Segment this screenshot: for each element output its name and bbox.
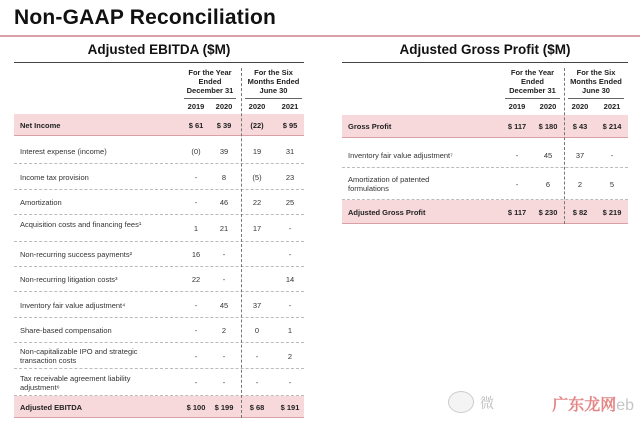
watermark-prefix: 微 xyxy=(480,395,494,411)
watermark-suffix: eb xyxy=(616,397,634,414)
table-row xyxy=(342,115,628,138)
row-value: 22 xyxy=(191,275,201,284)
row-value: 39 xyxy=(219,147,229,156)
row-value: 19 xyxy=(252,147,262,156)
gross-title: Adjusted Gross Profit ($M) xyxy=(399,42,571,57)
row-label: Net Income xyxy=(20,120,61,130)
row-value: 6 xyxy=(545,179,551,189)
row-value: - xyxy=(194,172,198,182)
row-value: $ 117 xyxy=(507,122,527,131)
row-value: 45 xyxy=(219,300,229,310)
table-row xyxy=(14,190,304,215)
watermark-icon xyxy=(448,391,474,413)
table-row xyxy=(14,292,304,318)
table-row xyxy=(14,164,304,190)
table-row xyxy=(342,168,628,200)
row-value: - xyxy=(194,198,198,207)
row-value: - xyxy=(515,179,519,189)
row-value: $ 219 xyxy=(602,207,622,217)
table-row xyxy=(14,318,304,343)
row-value: - xyxy=(222,378,226,387)
table-row xyxy=(14,139,304,164)
row-label: Adjusted Gross Profit xyxy=(348,207,426,217)
row-value: - xyxy=(194,326,198,335)
ebitda-title: Adjusted EBITDA ($M) xyxy=(87,42,231,57)
ebitda-year-header: 2020 xyxy=(248,102,266,111)
row-value: - xyxy=(515,150,519,160)
row-value: 8 xyxy=(221,172,227,182)
gross-period-separator xyxy=(564,68,565,224)
row-value: $ 191 xyxy=(280,402,300,412)
table-row xyxy=(14,267,304,292)
row-label: Amortization xyxy=(20,198,62,207)
row-value: (5) xyxy=(252,172,262,182)
table-row xyxy=(342,142,628,168)
gross-period-underline xyxy=(568,98,624,99)
row-value: (22) xyxy=(250,120,264,130)
table-row xyxy=(14,396,304,418)
row-value: - xyxy=(194,300,198,310)
row-value: $ 95 xyxy=(282,120,298,130)
gross-year-header: 2020 xyxy=(571,102,589,111)
row-label: Non-capitalizable IPO and strategic transaction costs xyxy=(20,347,138,365)
row-value: 21 xyxy=(219,224,229,233)
row-label: Income tax provision xyxy=(20,172,89,182)
row-value: 2 xyxy=(287,351,293,361)
row-label: Non-recurring success payments² xyxy=(20,250,133,259)
row-value: - xyxy=(222,351,226,361)
ebitda-period-year-header: For the Year Ended December 31 xyxy=(186,68,234,95)
row-value: - xyxy=(194,351,198,361)
ebitda-year-header: 2019 xyxy=(187,102,205,111)
row-value: 37 xyxy=(575,150,585,160)
row-value: 0 xyxy=(254,326,260,335)
watermark-main: 广东龙网 xyxy=(552,397,617,414)
row-value: 17 xyxy=(252,224,262,233)
row-value: $ 100 xyxy=(186,402,206,412)
ebitda-panel xyxy=(14,42,304,420)
ebitda-period-underline xyxy=(245,98,302,99)
row-value: $ 61 xyxy=(188,120,204,130)
ebitda-year-header: 2021 xyxy=(281,102,299,111)
row-value: $ 68 xyxy=(249,402,265,412)
gross-period-year-header: For the Year Ended December 31 xyxy=(509,68,556,95)
title-rule xyxy=(0,35,640,37)
row-value: - xyxy=(222,275,226,284)
ebitda-period-underline xyxy=(184,98,236,99)
table-row xyxy=(14,369,304,396)
row-value: $ 230 xyxy=(538,207,558,217)
row-label: Inventory fair value adjustment⁷ xyxy=(348,150,453,160)
row-value: - xyxy=(288,224,292,233)
table-row xyxy=(14,242,304,267)
row-label: Non-recurring litigation costs³ xyxy=(20,275,118,284)
row-value: - xyxy=(288,378,292,387)
row-value: 5 xyxy=(609,179,615,189)
ebitda-period-six-header: For the Six Months Ended June 30 xyxy=(247,68,300,95)
row-value: 1 xyxy=(287,326,293,335)
row-label: Interest expense (income) xyxy=(20,147,107,156)
ebitda-year-header: 2020 xyxy=(215,102,233,111)
watermark-text xyxy=(552,392,634,415)
table-row xyxy=(14,114,304,136)
gross-year-header: 2020 xyxy=(539,102,557,111)
ebitda-period-separator xyxy=(241,68,242,418)
gross-panel xyxy=(342,42,628,232)
row-label: Adjusted EBITDA xyxy=(20,402,83,412)
row-value: $ 199 xyxy=(214,402,234,412)
row-value: $ 214 xyxy=(602,122,622,131)
row-value: $ 39 xyxy=(216,120,232,130)
row-value: $ 43 xyxy=(572,122,588,131)
row-value: 25 xyxy=(285,198,295,207)
row-value: - xyxy=(288,250,292,259)
row-value: $ 180 xyxy=(538,122,558,131)
gross-year-header: 2019 xyxy=(508,102,526,111)
row-label: Share-based compensation xyxy=(20,326,112,335)
row-value: - xyxy=(255,378,259,387)
row-value: 37 xyxy=(252,300,262,310)
row-value: - xyxy=(255,351,259,361)
row-value: - xyxy=(288,300,292,310)
gross-year-header: 2021 xyxy=(603,102,621,111)
row-value: 46 xyxy=(219,198,229,207)
row-label: Gross Profit xyxy=(348,122,392,131)
row-value: 14 xyxy=(285,275,295,284)
table-row xyxy=(14,343,304,369)
row-value: 2 xyxy=(221,326,227,335)
row-value: 45 xyxy=(543,150,553,160)
row-value: - xyxy=(194,378,198,387)
table-row xyxy=(342,200,628,224)
gross-period-six-header: For the Six Months Ended June 30 xyxy=(570,68,622,95)
row-value: 2 xyxy=(577,179,583,189)
row-value: $ 117 xyxy=(507,207,527,217)
row-label: Acquisition costs and financing fees¹ xyxy=(20,219,142,229)
row-value: 31 xyxy=(285,147,295,156)
gross-title-rule xyxy=(342,62,628,63)
row-label: Inventory fair value adjustment⁴ xyxy=(20,300,126,310)
table-row xyxy=(14,215,304,242)
page-title: Non-GAAP Reconciliation xyxy=(14,6,277,29)
row-value: - xyxy=(610,150,614,160)
row-label: Amortization of patented formulations xyxy=(348,175,430,193)
gross-period-underline xyxy=(505,98,560,99)
ebitda-title-rule xyxy=(14,62,304,63)
row-value: - xyxy=(222,250,226,259)
row-value: 23 xyxy=(285,172,295,182)
row-value: 16 xyxy=(191,250,201,259)
row-value: $ 82 xyxy=(572,207,588,217)
row-value: 22 xyxy=(252,198,262,207)
row-label: Tax receivable agreement liability adjustment⁶ xyxy=(20,373,131,392)
row-value: 1 xyxy=(193,224,199,233)
row-value: (0) xyxy=(191,147,201,156)
